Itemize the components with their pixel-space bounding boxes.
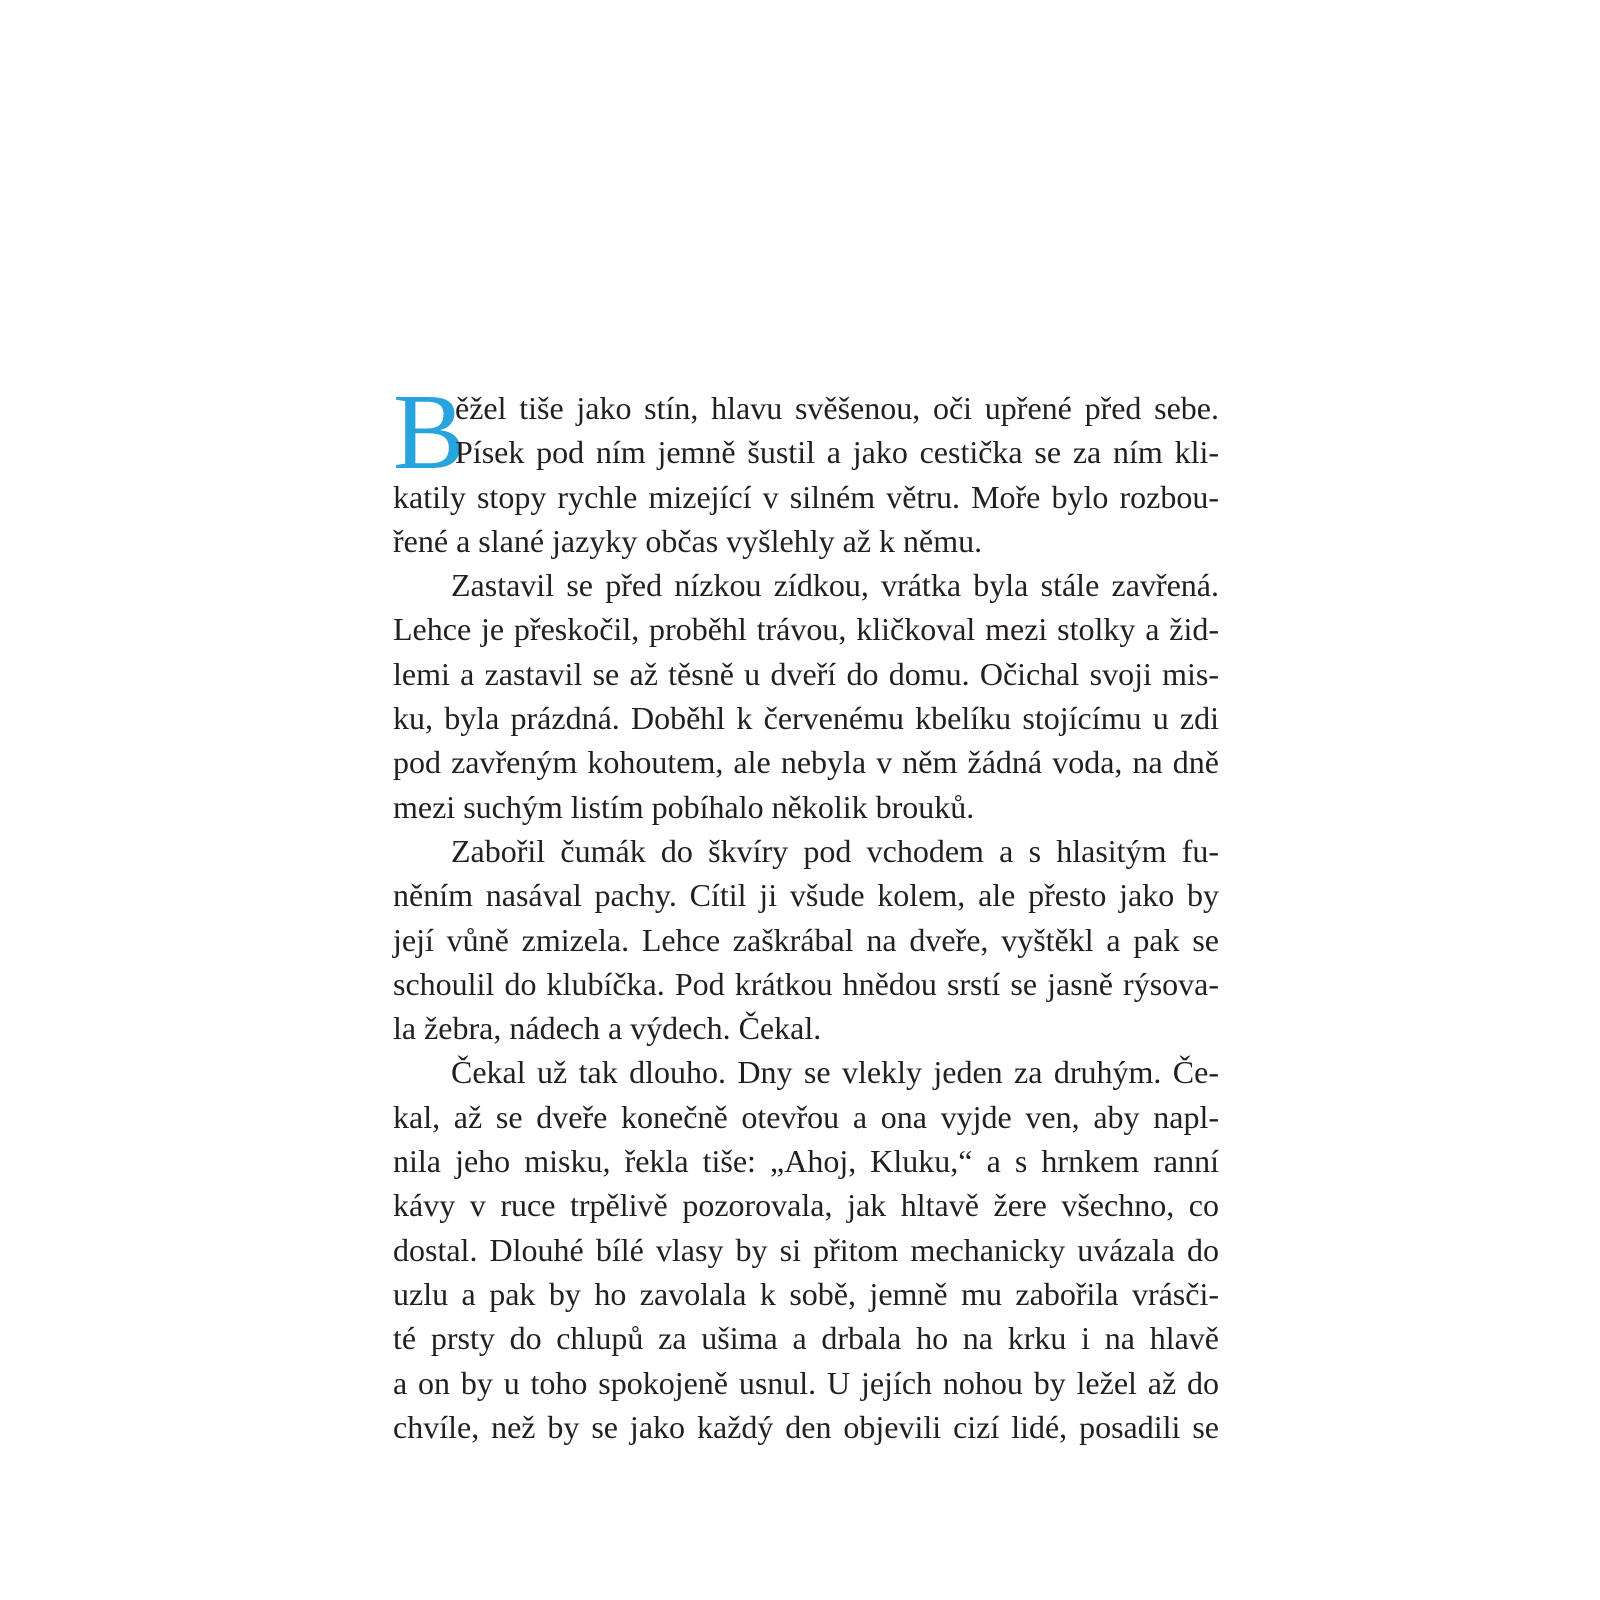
text-line: kal, až se dveře konečně otevřou a ona vyjde ven, aby napl- bbox=[393, 1098, 1219, 1135]
text-line: Zastavil se před nízkou zídkou, vrátka byla stále zavřená. bbox=[451, 567, 1219, 604]
text-line: něním nasával pachy. Cítil ji všude kolem, ale přesto jako by bbox=[393, 877, 1219, 914]
text-line: Zabořil čumák do škvíry pod vchodem a s hlasitým fu- bbox=[451, 832, 1219, 869]
text-line: řené a slané jazyky občas vyšlehly až k němu. bbox=[393, 522, 983, 559]
text-line: ku, byla prázdná. Doběhl k červenému kbelíku stojícímu u zdi bbox=[393, 700, 1219, 737]
text-line: uzlu a pak by ho zavolala k sobě, jemně mu zabořila vrásči- bbox=[393, 1275, 1219, 1312]
text-line: Písek pod ním jemně šustil a jako cestička se za ním kli- bbox=[455, 434, 1219, 471]
text-line: lemi a zastavil se až těsně u dveří do domu. Očichal svoji mis- bbox=[393, 655, 1219, 692]
body-text bbox=[393, 373, 1219, 1449]
text-line: té prsty do chlupů za ušima a drbala ho na krku i na hlavě bbox=[393, 1320, 1219, 1357]
text-line: nila jeho misku, řekla tiše: „Ahoj, Kluku,“ a s hrnkem ranní bbox=[393, 1143, 1219, 1180]
text-line: dostal. Dlouhé bílé vlasy by si přitom mechanicky uvázala do bbox=[393, 1231, 1219, 1268]
text-line: pod zavřeným kohoutem, ale nebyla v něm žádná voda, na dně bbox=[393, 744, 1219, 781]
text-line: Lehce je přeskočil, proběhl trávou, kličkoval mezi stolky a žid- bbox=[393, 611, 1219, 648]
text-line: a on by u toho spokojeně usnul. U jejích nohou by ležel až do bbox=[393, 1364, 1219, 1401]
drop-cap-letter: B bbox=[393, 373, 466, 492]
text-line: katily stopy rychle mizející v silném větru. Moře bylo rozbou- bbox=[393, 478, 1219, 515]
text-line: schoulil do klubíčka. Pod krátkou hnědou srstí se jasně rýsova- bbox=[393, 965, 1219, 1002]
text-line: Čekal už tak dlouho. Dny se vlekly jeden za druhým. Če- bbox=[451, 1054, 1219, 1091]
text-line: její vůně zmizela. Lehce zaškrábal na dveře, vyštěkl a pak se bbox=[393, 921, 1219, 958]
text-line: chvíle, než by se jako každý den objevili cizí lidé, posadili se bbox=[393, 1408, 1219, 1445]
text-line: ěžel tiše jako stín, hlavu svěšenou, oči upřené před sebe. bbox=[455, 390, 1219, 426]
text-line: mezi suchým listím pobíhalo několik brouků. bbox=[393, 788, 975, 825]
text-line: kávy v ruce trpělivě pozorovala, jak hltavě žere všechno, co bbox=[393, 1187, 1219, 1224]
text-line: la žebra, nádech a výdech. Čekal. bbox=[393, 1010, 822, 1047]
